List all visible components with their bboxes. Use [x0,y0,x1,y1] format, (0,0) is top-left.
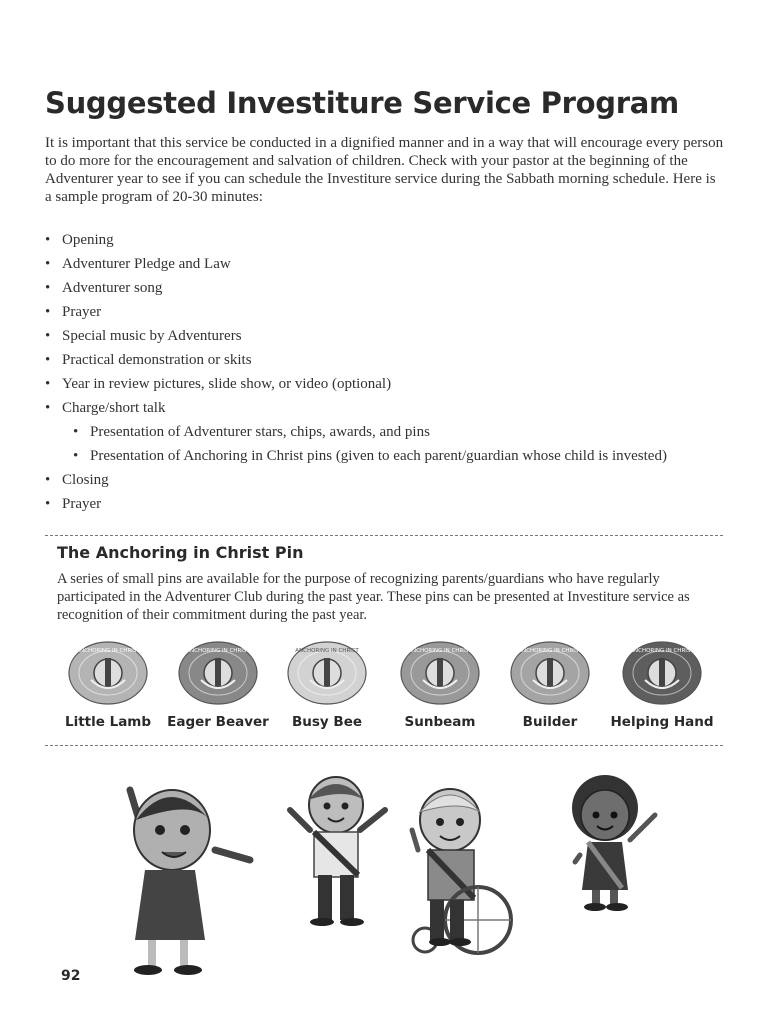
list-item: • Prayer [45,492,667,516]
pin-section-heading: The Anchoring in Christ Pin [57,543,304,562]
list-item: • Adventurer Pledge and Law [45,252,667,276]
anchor-pin-icon [399,640,481,706]
svg-text:ANCHORING IN CHRIST: ANCHORING IN CHRIST [518,648,582,654]
dashed-divider-bottom [45,745,723,746]
pin-little-lamb [53,640,163,730]
boy-wheelchair-figure [412,789,511,953]
dashed-divider-top [45,535,723,536]
list-item: • Year in review pictures, slide show, or video (optional) [45,372,667,396]
svg-text:ANCHORING IN CHRIST: ANCHORING IN CHRIST [630,648,694,654]
list-item: • Prayer [45,300,667,324]
anchor-pin-icon [509,640,591,706]
anchor-pin-icon [177,640,259,706]
anchor-pin-icon [621,640,703,706]
boy-arms-out-figure [290,777,385,926]
page-number: 92 [61,968,81,984]
girl-waving-figure [130,790,250,975]
pin-builder [495,640,605,730]
list-item: • Charge/short talk [45,396,667,420]
svg-text:ANCHORING IN CHRIST: ANCHORING IN CHRIST [76,648,140,654]
svg-text:ANCHORING IN CHRIST: ANCHORING IN CHRIST [186,648,250,654]
list-item: • Adventurer song [45,276,667,300]
svg-text:ANCHORING IN CHRIST: ANCHORING IN CHRIST [408,648,472,654]
sub-list-item: • Presentation of Adventurer stars, chips, awards, and pins [45,420,667,444]
page-title: Suggested Investiture Service Program [45,86,679,120]
pin-label: Busy Bee [291,714,363,730]
pin-busy-bee [272,640,382,730]
sub-list-item: • Presentation of Anchoring in Christ pins (given to each parent/guardian whose child is invested) [45,444,667,468]
pin-label: Sunbeam [404,714,476,730]
anchor-pin-icon [286,640,368,706]
children-illustration [100,770,680,985]
pin-label: Helping Hand [610,714,714,730]
pin-helping-hand [607,640,717,730]
intro-paragraph: It is important that this service be conducted in a dignified manner and in a way that will encourage every person to do more for the encouragement and salvation of children. Check with your pastor at the beginning of the Adventurer year to see if you can schedule the Investiture service during the Sabbath morning schedule. Here is a sample program of 20-30 minutes: [45,135,724,205]
pin-label: Builder [522,714,578,730]
pin-sunbeam [385,640,495,730]
pin-section-text: A series of small pins are available for the purpose of recognizing parents/guardians who have regularly participated in the Adventurer Club during the past year. These pins can be presented at Investiture service as recognition of their commitment during the past year. [57,571,690,623]
pin-label: Eager Beaver [167,714,269,730]
svg-text:ANCHORING IN CHRIST: ANCHORING IN CHRIST [295,648,359,654]
anchor-pin-icon [67,640,149,706]
list-item: • Practical demonstration or skits [45,348,667,372]
program-list [45,228,667,516]
pin-label: Little Lamb [64,714,152,730]
list-item: • Opening [45,228,667,252]
pin-eager-beaver [163,640,273,730]
pin-gallery [55,640,725,740]
list-item: • Special music by Adventurers [45,324,667,348]
list-item: • Closing [45,468,667,492]
girl-curly-hair-figure [572,775,655,911]
